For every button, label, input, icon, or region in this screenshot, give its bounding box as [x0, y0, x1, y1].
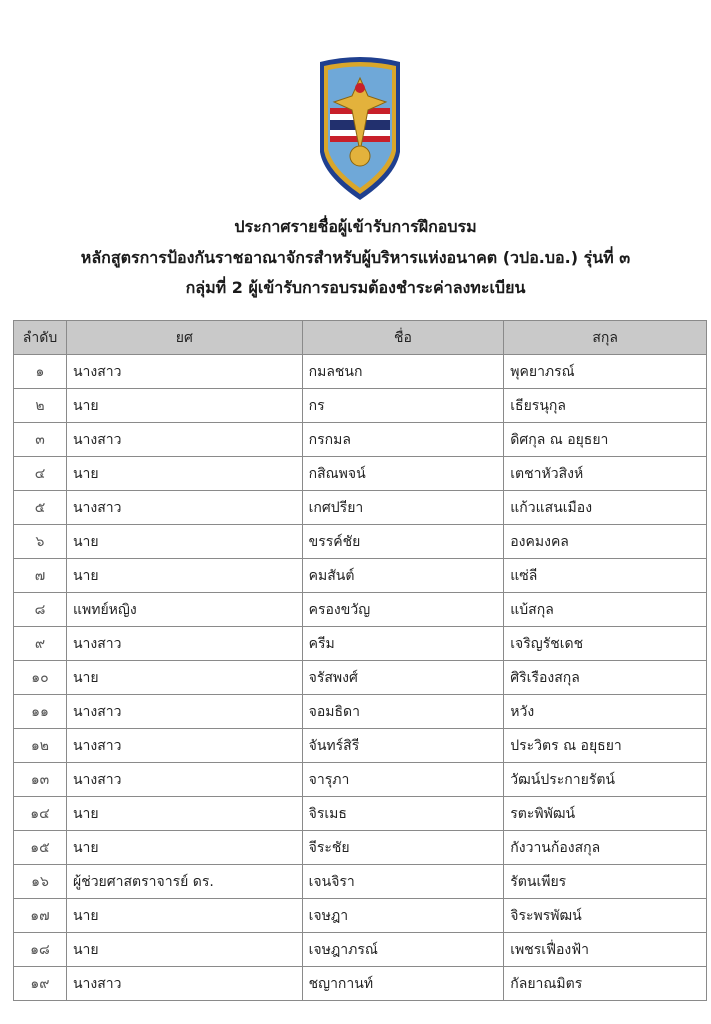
cell-surname: จิระพรพัฒน์	[504, 899, 707, 933]
cell-sequence: ๗	[14, 559, 67, 593]
cell-sequence: ๖	[14, 525, 67, 559]
cell-sequence: ๑๑	[14, 695, 67, 729]
cell-surname: ศิริเรืองสกุล	[504, 661, 707, 695]
title-line-3: กลุ่มที่ 2 ผู้เข้ารับการอบรมต้องชำระค่าลงทะเบียน	[185, 278, 526, 297]
table-row	[14, 661, 707, 695]
cell-sequence: ๙	[14, 627, 67, 661]
cell-sequence: ๑๔	[14, 797, 67, 831]
table-row	[14, 865, 707, 899]
cell-sequence: ๒	[14, 389, 67, 423]
table-row	[14, 559, 707, 593]
table-row	[14, 695, 707, 729]
cell-title: นาย	[66, 457, 302, 491]
table-row	[14, 389, 707, 423]
cell-title: นางสาว	[66, 491, 302, 525]
cell-sequence: ๑๙	[14, 967, 67, 1001]
cell-first-name: เกศปรียา	[302, 491, 504, 525]
cell-first-name: ครองขวัญ	[302, 593, 504, 627]
cell-surname: รัตนเพียร	[504, 865, 707, 899]
cell-surname: เจริญรัชเดช	[504, 627, 707, 661]
organization-emblem-logo	[316, 56, 404, 202]
cell-title: นางสาว	[66, 729, 302, 763]
title-line-2: หลักสูตรการป้องกันราชอาณาจักรสำหรับผู้บริหารแห่งอนาคต (วปอ.บอ.) รุ่นที่ ๓	[80, 247, 631, 267]
table-row	[14, 797, 707, 831]
cell-surname: หวัง	[504, 695, 707, 729]
cell-surname: แก้วแสนเมือง	[504, 491, 707, 525]
cell-first-name: จรัสพงศ์	[302, 661, 504, 695]
cell-first-name: จีระชัย	[302, 831, 504, 865]
cell-surname: เตชาหัวสิงห์	[504, 457, 707, 491]
table-row	[14, 627, 707, 661]
cell-sequence: ๑๖	[14, 865, 67, 899]
cell-title: นางสาว	[66, 763, 302, 797]
cell-surname: เธียรนุกุล	[504, 389, 707, 423]
cell-first-name: จอมธิดา	[302, 695, 504, 729]
cell-first-name: ขรรค์ชัย	[302, 525, 504, 559]
cell-surname: กัลยาณมิตร	[504, 967, 707, 1001]
cell-surname: เพชรเฟื่องฟ้า	[504, 933, 707, 967]
table-row	[14, 933, 707, 967]
cell-title: นาย	[66, 389, 302, 423]
cell-sequence: ๑๕	[14, 831, 67, 865]
announcement-heading	[0, 212, 711, 304]
cell-sequence: ๓	[14, 423, 67, 457]
cell-title: นาย	[66, 661, 302, 695]
cell-title: แพทย์หญิง	[66, 593, 302, 627]
table-row	[14, 355, 707, 389]
table-row	[14, 831, 707, 865]
title-line-1: ประกาศรายชื่อผู้เข้ารับการฝึกอบรม	[234, 217, 477, 236]
cell-title: นาย	[66, 559, 302, 593]
cell-sequence: ๘	[14, 593, 67, 627]
cell-first-name: กมลชนก	[302, 355, 504, 389]
table-header-row	[14, 321, 707, 355]
cell-first-name: จิรเมธ	[302, 797, 504, 831]
cell-title: นางสาว	[66, 627, 302, 661]
cell-first-name: จันทร์สิรี	[302, 729, 504, 763]
cell-first-name: กรกมล	[302, 423, 504, 457]
header-sequence: ลำดับ	[14, 321, 67, 355]
cell-surname: กังวานก้องสกุล	[504, 831, 707, 865]
cell-surname: รตะพิพัฒน์	[504, 797, 707, 831]
cell-title: นางสาว	[66, 967, 302, 1001]
table-row	[14, 729, 707, 763]
header-title: ยศ	[66, 321, 302, 355]
cell-sequence: ๑๘	[14, 933, 67, 967]
cell-surname: พุคยาภรณ์	[504, 355, 707, 389]
header-first-name: ชื่อ	[302, 321, 504, 355]
cell-first-name: กสิณพจน์	[302, 457, 504, 491]
cell-title: นาย	[66, 525, 302, 559]
header-surname: สกุล	[504, 321, 707, 355]
cell-sequence: ๑๓	[14, 763, 67, 797]
participants-table	[13, 320, 707, 1001]
cell-title: นางสาว	[66, 695, 302, 729]
cell-sequence: ๑	[14, 355, 67, 389]
cell-title: นาย	[66, 797, 302, 831]
table-row	[14, 423, 707, 457]
cell-title: ผู้ช่วยศาสตราจารย์ ดร.	[66, 865, 302, 899]
cell-title: นาย	[66, 831, 302, 865]
cell-sequence: ๑๗	[14, 899, 67, 933]
cell-first-name: เจษฎาภรณ์	[302, 933, 504, 967]
cell-first-name: กร	[302, 389, 504, 423]
table-row	[14, 525, 707, 559]
cell-first-name: ชญากานท์	[302, 967, 504, 1001]
cell-title: นาย	[66, 933, 302, 967]
table-row	[14, 899, 707, 933]
cell-title: นางสาว	[66, 355, 302, 389]
table-row	[14, 967, 707, 1001]
table-row	[14, 593, 707, 627]
cell-surname: แซ่ลี	[504, 559, 707, 593]
cell-surname: องคมงคล	[504, 525, 707, 559]
table-row	[14, 763, 707, 797]
cell-title: นางสาว	[66, 423, 302, 457]
cell-title: นาย	[66, 899, 302, 933]
table-row	[14, 457, 707, 491]
cell-surname: ดิศกุล ณ อยุธยา	[504, 423, 707, 457]
cell-first-name: คมสันต์	[302, 559, 504, 593]
cell-surname: วัฒน์ประกายรัตน์	[504, 763, 707, 797]
table-row	[14, 491, 707, 525]
cell-surname: ประวิตร ณ อยุธยา	[504, 729, 707, 763]
cell-sequence: ๑๒	[14, 729, 67, 763]
cell-sequence: ๑๐	[14, 661, 67, 695]
cell-first-name: ครีม	[302, 627, 504, 661]
cell-first-name: เจษฎา	[302, 899, 504, 933]
cell-first-name: จารุภา	[302, 763, 504, 797]
cell-sequence: ๔	[14, 457, 67, 491]
cell-sequence: ๕	[14, 491, 67, 525]
cell-first-name: เจนจิรา	[302, 865, 504, 899]
cell-surname: แบ้สกุล	[504, 593, 707, 627]
